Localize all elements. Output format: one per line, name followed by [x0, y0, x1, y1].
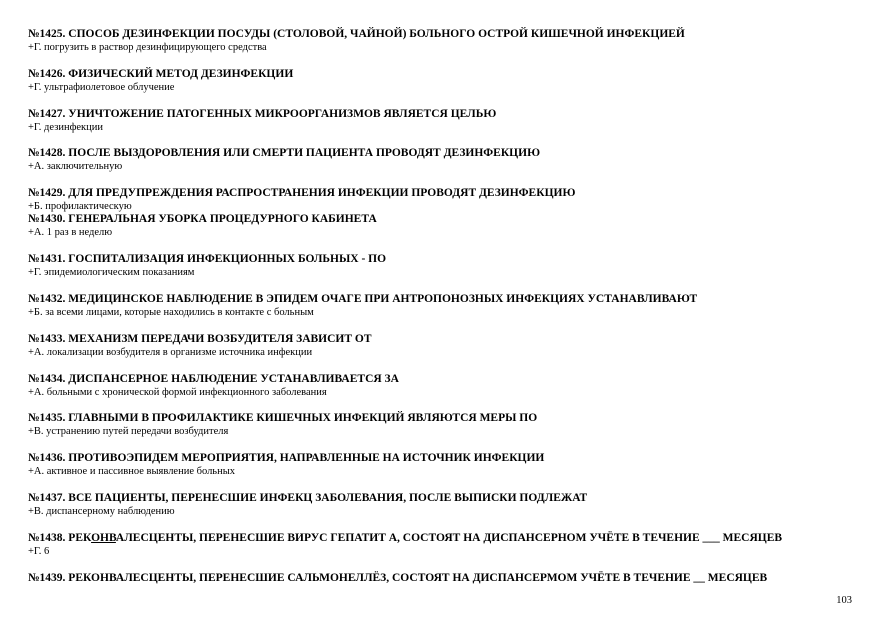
question-title-underlined: ОНВ: [91, 532, 116, 544]
question-1428: [28, 147, 862, 173]
question-1436: [28, 452, 862, 478]
question-title: [28, 532, 862, 545]
question-answer: +А. заключительную: [28, 161, 123, 172]
question-1425: [28, 28, 862, 54]
question-1429: [28, 187, 862, 213]
question-1435: [28, 412, 862, 438]
question-answer: +А. активное и пассивное выявление больных: [28, 466, 236, 477]
question-title: №1428. ПОСЛЕ ВЫЗДОРОВЛЕНИЯ ИЛИ СМЕРТИ ПАЦИЕНТА ПРОВОДЯТ ДЕЗИНФЕКЦИЮ: [28, 147, 541, 159]
question-1426: [28, 68, 862, 94]
question-answer: +Б. за всеми лицами, которые находились в контакте с больным: [28, 307, 314, 318]
question-title: №1427. УНИЧТОЖЕНИЕ ПАТОГЕННЫХ МИКРООРГАНИЗМОВ ЯВЛЯЕТСЯ ЦЕЛЬЮ: [28, 108, 497, 120]
question-1427: [28, 108, 862, 134]
question-title-end: АЛЕСЦЕНТЫ, ПЕРЕНЕСШИЕ ВИРУС ГЕПАТИТ А, СОСТОЯТ НА ДИСПАНСЕРНОМ УЧЁТЕ В ТЕЧЕНИЕ ___ МЕСЯЦЕВ: [115, 532, 783, 544]
question-1438: [28, 532, 862, 558]
question-title: №1430. ГЕНЕРАЛЬНАЯ УБОРКА ПРОЦЕДУРНОГО КАБИНЕТА: [28, 213, 377, 225]
question-title: №1431. ГОСПИТАЛИЗАЦИЯ ИНФЕКЦИОННЫХ БОЛЬНЫХ - ПО: [28, 253, 387, 265]
question-answer: +В. диспансерному наблюдению: [28, 506, 175, 517]
question-1434: [28, 373, 862, 399]
question-title: №1434. ДИСПАНСЕРНОЕ НАБЛЮДЕНИЕ УСТАНАВЛИВАЕТСЯ ЗА: [28, 373, 399, 385]
question-title: №1432. МЕДИЦИНСКОЕ НАБЛЮДЕНИЕ В ЭПИДЕМ ОЧАГЕ ПРИ АНТРОПОНОЗНЫХ ИНФЕКЦИЯХ УСТАНАВЛИВАЮТ: [28, 293, 698, 305]
question-answer: +А. локализации возбудителя в организме источника инфекции: [28, 347, 313, 358]
question-answer: +А. больными с хронической формой инфекционного заболевания: [28, 387, 327, 398]
question-1431: [28, 253, 862, 279]
question-title: №1425. СПОСОБ ДЕЗИНФЕКЦИИ ПОСУДЫ (СТОЛОВОЙ, ЧАЙНОЙ) БОЛЬНОГО ОСТРОЙ КИШЕЧНОЙ ИНФЕКЦИЕЙ: [28, 28, 685, 40]
question-1439: [28, 572, 862, 585]
question-answer: +Г. ультрафиолетовое облучение: [28, 82, 175, 93]
question-title: №1426. ФИЗИЧЕСКИЙ МЕТОД ДЕЗИНФЕКЦИИ: [28, 68, 294, 80]
question-title: №1433. МЕХАНИЗМ ПЕРЕДАЧИ ВОЗБУДИТЕЛЯ ЗАВИСИТ ОТ: [28, 333, 372, 345]
question-title: №1435. ГЛАВНЫМИ В ПРОФИЛАКТИКЕ КИШЕЧНЫХ ИНФЕКЦИЙ ЯВЛЯЮТСЯ МЕРЫ ПО: [28, 412, 538, 424]
question-1430: [28, 213, 862, 239]
question-title: №1439. РЕКОНВАЛЕСЦЕНТЫ, ПЕРЕНЕСШИЕ САЛЬМОНЕЛЛЁЗ, СОСТОЯТ НА ДИСПАНСЕРМОМ УЧЁТЕ В ТЕЧЕНИЕ __ МЕСЯЦЕВ: [28, 572, 768, 584]
question-answer: +Г. погрузить в раствор дезинфицирующего средства: [28, 42, 267, 53]
question-answer: +Г. 6: [28, 546, 50, 557]
question-answer: +Г. дезинфекции: [28, 122, 103, 133]
question-1437: [28, 492, 862, 518]
question-answer: +Б. профилактическую: [28, 201, 132, 212]
question-title: №1429. ДЛЯ ПРЕДУПРЕЖДЕНИЯ РАСПРОСТРАНЕНИЯ ИНФЕКЦИИ ПРОВОДЯТ ДЕЗИНФЕКЦИЮ: [28, 187, 576, 199]
question-answer: +В. устранению путей передачи возбудителя: [28, 426, 229, 437]
question-answer: +Г. эпидемиологическим показаниям: [28, 267, 195, 278]
page-number: 103: [836, 595, 852, 606]
question-answer: +А. 1 раз в неделю: [28, 227, 113, 238]
question-title: №1437. ВСЕ ПАЦИЕНТЫ, ПЕРЕНЕСШИЕ ИНФЕКЦ ЗАБОЛЕВАНИЯ, ПОСЛЕ ВЫПИСКИ ПОДЛЕЖАТ: [28, 492, 588, 504]
question-title-start: №1438. РЕК: [28, 532, 92, 544]
question-1432: [28, 293, 862, 319]
question-title: №1436. ПРОТИВОЭПИДЕМ МЕРОПРИЯТИЯ, НАПРАВЛЕННЫЕ НА ИСТОЧНИК ИНФЕКЦИИ: [28, 452, 545, 464]
question-1433: [28, 333, 862, 359]
